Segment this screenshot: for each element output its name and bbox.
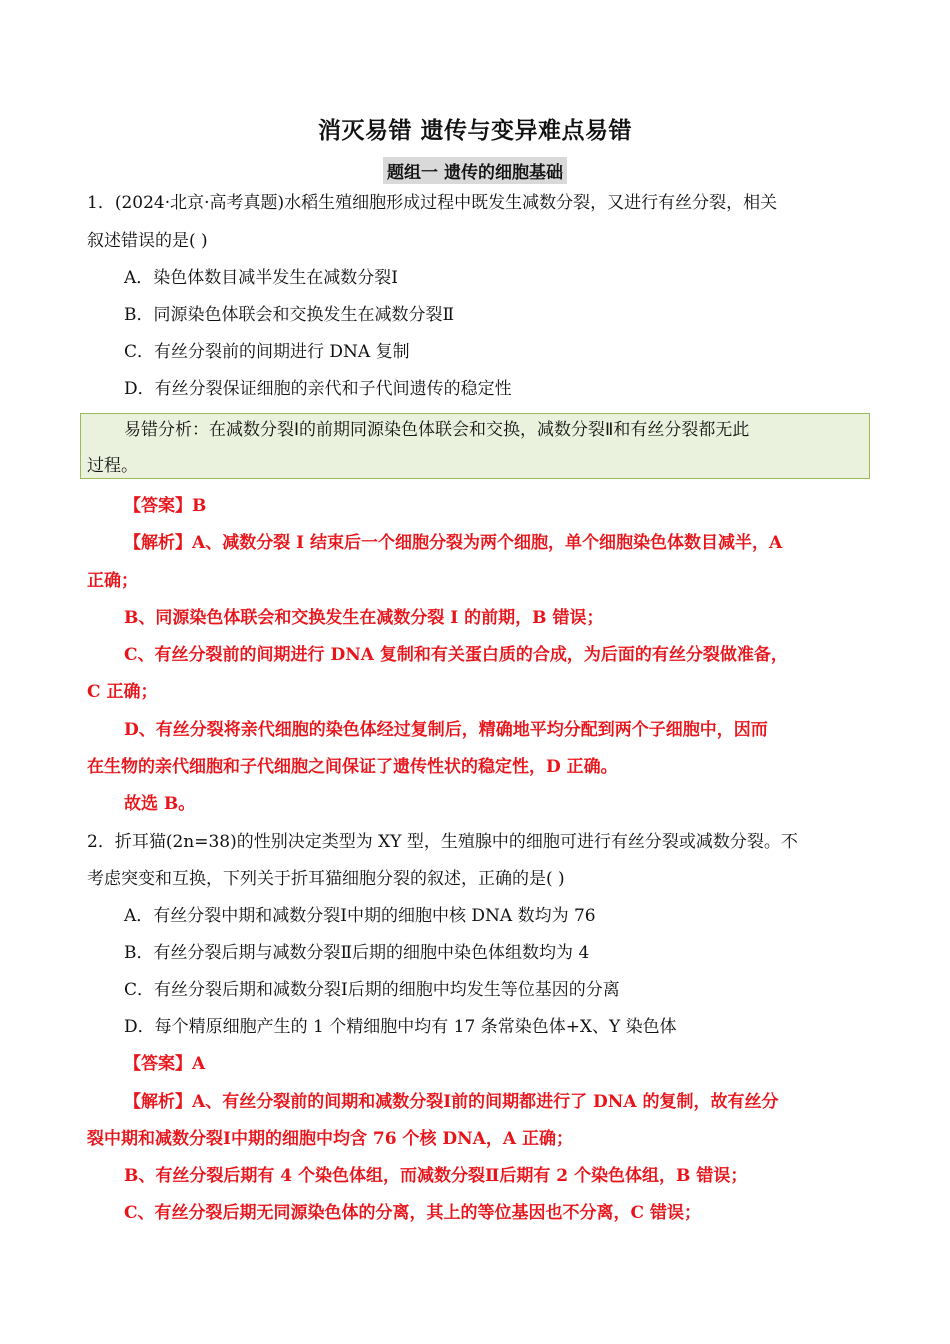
group-heading-wrap: [0, 157, 950, 184]
q2-option-b: B．有丝分裂后期与减数分裂Ⅱ后期的细胞中染色体组数均为 4: [124, 943, 590, 963]
q2-analysis-line: 裂中期和减数分裂Ⅰ中期的细胞中均含 76 个核 DNA，A 正确；: [87, 1129, 573, 1149]
error-analysis-line2: 过程。: [87, 456, 138, 476]
q2-option-d: D．每个精原细胞产生的 1 个精细胞中均有 17 条常染色体+X、Y 染色体: [124, 1017, 677, 1037]
q1-analysis-line: C、有丝分裂前的间期进行 DNA 复制和有关蛋白质的合成，为后面的有丝分裂做准备，: [124, 645, 788, 665]
q1-option-b: B．同源染色体联会和交换发生在减数分裂Ⅱ: [124, 305, 455, 325]
q2-analysis-line: B、有丝分裂后期有 4 个染色体组，而减数分裂Ⅱ后期有 2 个染色体组，B 错误；: [124, 1166, 748, 1186]
q1-option-d: D．有丝分裂保证细胞的亲代和子代间遗传的稳定性: [124, 379, 512, 399]
q2-answer: 【答案】A: [124, 1054, 206, 1074]
q2-analysis-line: 【解析】A、有丝分裂前的间期和减数分裂Ⅰ前的间期都进行了 DNA 的复制，故有丝分: [124, 1092, 779, 1112]
q2-option-a: A．有丝分裂中期和减数分裂Ⅰ中期的细胞中核 DNA 数均为 76: [124, 906, 596, 926]
q2-option-c: C．有丝分裂后期和减数分裂Ⅰ后期的细胞中均发生等位基因的分离: [124, 980, 620, 1000]
q2-analysis-line: C、有丝分裂后期无同源染色体的分离，其上的等位基因也不分离，C 错误；: [124, 1203, 701, 1223]
q2-stem-line1: 2．折耳猫(2n=38)的性别决定类型为 XY 型，生殖腺中的细胞可进行有丝分裂或减数分裂。不: [87, 832, 798, 852]
q1-stem-line1: 1．(2024·北京·高考真题)水稻生殖细胞形成过程中既发生减数分裂，又进行有丝分裂，相关: [87, 193, 778, 213]
q1-option-c: C．有丝分裂前的间期进行 DNA 复制: [124, 342, 410, 362]
q1-analysis-line: B、同源染色体联会和交换发生在减数分裂 I 的前期，B 错误；: [124, 608, 604, 628]
q1-analysis-line: C 正确；: [87, 682, 158, 702]
q1-analysis-line: 正确；: [87, 571, 138, 591]
group-heading: 题组一 遗传的细胞基础: [383, 157, 567, 184]
q1-stem-line2: 叙述错误的是( ): [87, 231, 208, 251]
q1-answer: 【答案】B: [124, 496, 207, 516]
q1-option-a: A．染色体数目减半发生在减数分裂Ⅰ: [124, 268, 398, 288]
error-analysis-line1: 易错分析：在减数分裂Ⅰ的前期同源染色体联会和交换，减数分裂Ⅱ和有丝分裂都无此: [124, 420, 750, 440]
q1-analysis-line: 【解析】A、减数分裂 I 结束后一个细胞分裂为两个细胞，单个细胞染色体数目减半，A: [124, 533, 783, 553]
q1-analysis-line: D、有丝分裂将亲代细胞的染色体经过复制后，精确地平均分配到两个子细胞中，因而: [124, 720, 768, 740]
page-title: 消灭易错 遗传与变异难点易错: [317, 118, 632, 144]
q1-analysis-line: 在生物的亲代细胞和子代细胞之间保证了遗传性状的稳定性，D 正确。: [87, 757, 618, 777]
q2-stem-line2: 考虑突变和互换，下列关于折耳猫细胞分裂的叙述，正确的是( ): [87, 869, 565, 889]
q1-conclusion: 故选 B。: [124, 794, 196, 814]
